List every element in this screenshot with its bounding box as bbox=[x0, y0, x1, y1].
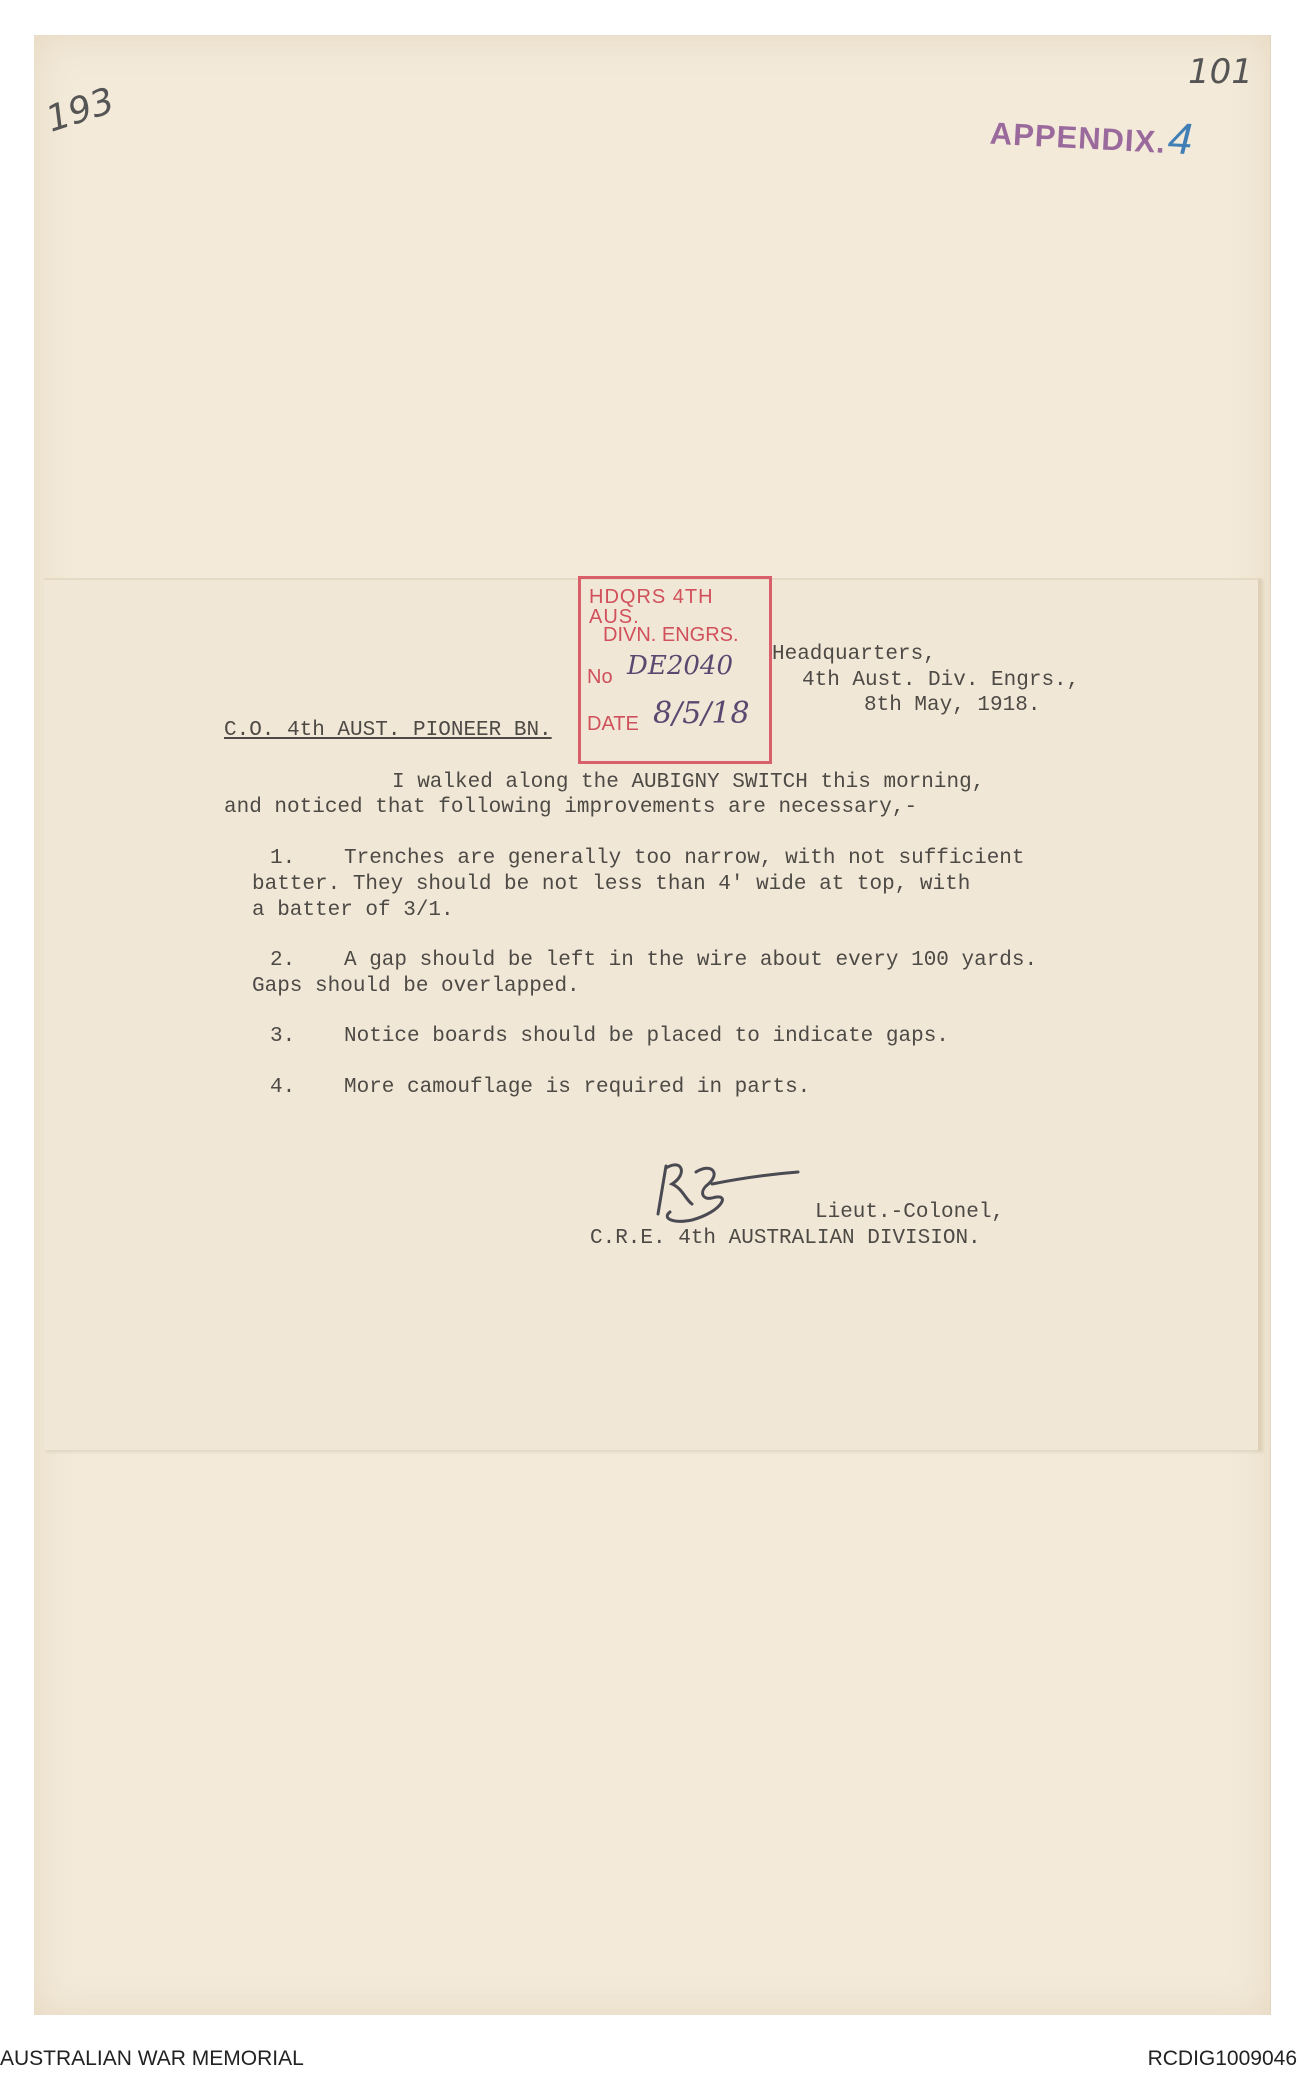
item-1-number: 1. bbox=[270, 847, 296, 870]
item-2-number: 2. bbox=[270, 949, 296, 972]
stamp-date-label: DATE bbox=[587, 713, 639, 735]
heading-line-3: 8th May, 1918. bbox=[864, 694, 1041, 717]
intro-line-2: and noticed that following improvements are necessary,- bbox=[224, 796, 918, 819]
stamp-date-handwritten: 8/5/18 bbox=[653, 696, 750, 731]
received-stamp bbox=[578, 576, 772, 764]
item-3-line-1: Notice boards should be placed to indicate gaps. bbox=[344, 1025, 949, 1048]
appendix-number: 4 bbox=[1166, 114, 1195, 165]
item-3-number: 3. bbox=[270, 1025, 296, 1048]
pencil-page-number-right: 101 bbox=[1188, 52, 1253, 92]
item-1-line-1: Trenches are generally too narrow, with not sufficient bbox=[344, 847, 1025, 870]
item-4-number: 4. bbox=[270, 1076, 296, 1099]
item-1-line-2: batter. They should be not less than 4' wide at top, with bbox=[252, 873, 971, 896]
addressee: C.O. 4th AUST. PIONEER BN. bbox=[224, 719, 552, 742]
stamp-line-2: DIVN. ENGRS. bbox=[603, 624, 739, 646]
appendix-label: APPENDIX. bbox=[989, 115, 1167, 160]
appendix-stamp bbox=[989, 105, 1195, 166]
stamp-line-1: HDQRS 4TH AUS. bbox=[589, 586, 714, 628]
handwritten-signature bbox=[652, 1148, 802, 1228]
pencil-page-number-left: 193 bbox=[41, 80, 120, 141]
heading-line-1: Headquarters, bbox=[772, 643, 936, 666]
item-4-line-1: More camouflage is required in parts. bbox=[344, 1076, 811, 1099]
signature-rank: Lieut.-Colonel, bbox=[815, 1201, 1005, 1224]
item-1-line-3: a batter of 3/1. bbox=[252, 899, 454, 922]
footer-id: RCDIG1009046 bbox=[1147, 2047, 1297, 2070]
footer-source: AUSTRALIAN WAR MEMORIAL bbox=[0, 2047, 304, 2070]
intro-line-1: I walked along the AUBIGNY SWITCH this morning, bbox=[392, 771, 985, 794]
heading-line-2: 4th Aust. Div. Engrs., bbox=[802, 669, 1080, 692]
item-2-line-1: A gap should be left in the wire about every 100 yards. bbox=[344, 949, 1038, 972]
signature-title: C.R.E. 4th AUSTRALIAN DIVISION. bbox=[590, 1227, 981, 1250]
stamp-number-handwritten: DE2040 bbox=[627, 651, 733, 681]
stamp-no-label: No bbox=[587, 666, 613, 688]
item-2-line-2: Gaps should be overlapped. bbox=[252, 975, 580, 998]
